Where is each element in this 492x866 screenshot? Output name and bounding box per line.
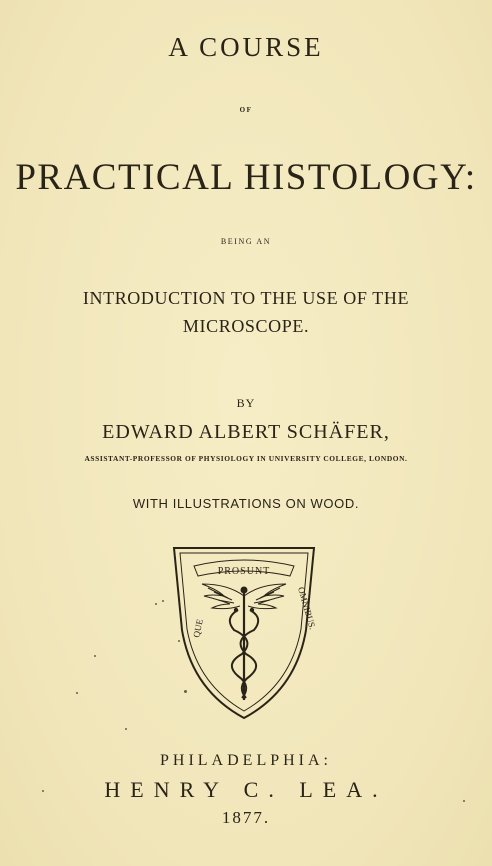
- paper-speck: [178, 640, 180, 642]
- motto-left: QUE: [191, 618, 205, 639]
- paper-speck: [463, 800, 465, 802]
- illustrations-note: WITH ILLUSTRATIONS ON WOOD.: [132, 496, 360, 511]
- caduceus-knob: [241, 587, 248, 594]
- publication-year: 1877.: [221, 808, 271, 827]
- by-text: BY: [236, 396, 256, 410]
- paper-speck: [125, 728, 127, 730]
- publisher-name: HENRY C. LEA.: [104, 777, 388, 802]
- title-line-a-course: A COURSE: [168, 32, 324, 62]
- motto-right: OMNIBUS.: [296, 585, 318, 631]
- title-connector-of: OF: [239, 106, 253, 114]
- subtitle-line-1: INTRODUCTION TO THE USE OF THE: [82, 288, 410, 308]
- subtitle-line-2: MICROSCOPE.: [182, 316, 310, 336]
- caduceus-shield-icon: [168, 540, 320, 722]
- publication-city: PHILADELPHIA:: [160, 752, 332, 769]
- being-an-text: BEING AN: [220, 237, 272, 246]
- paper-speck: [155, 603, 157, 605]
- main-title: PRACTICAL HISTOLOGY:: [15, 157, 477, 198]
- author-position: ASSISTANT-PROFESSOR OF PHYSIOLOGY IN UNIVERSITY COLLEGE, LONDON.: [84, 454, 408, 463]
- paper-speck: [42, 790, 44, 792]
- paper-speck: [76, 692, 78, 694]
- paper-speck: [162, 600, 164, 602]
- paper-speck: [94, 655, 96, 657]
- author-name: EDWARD ALBERT SCHÄFER,: [102, 421, 390, 443]
- paper-speck: [184, 690, 187, 693]
- motto-top: PROSUNT: [217, 566, 271, 577]
